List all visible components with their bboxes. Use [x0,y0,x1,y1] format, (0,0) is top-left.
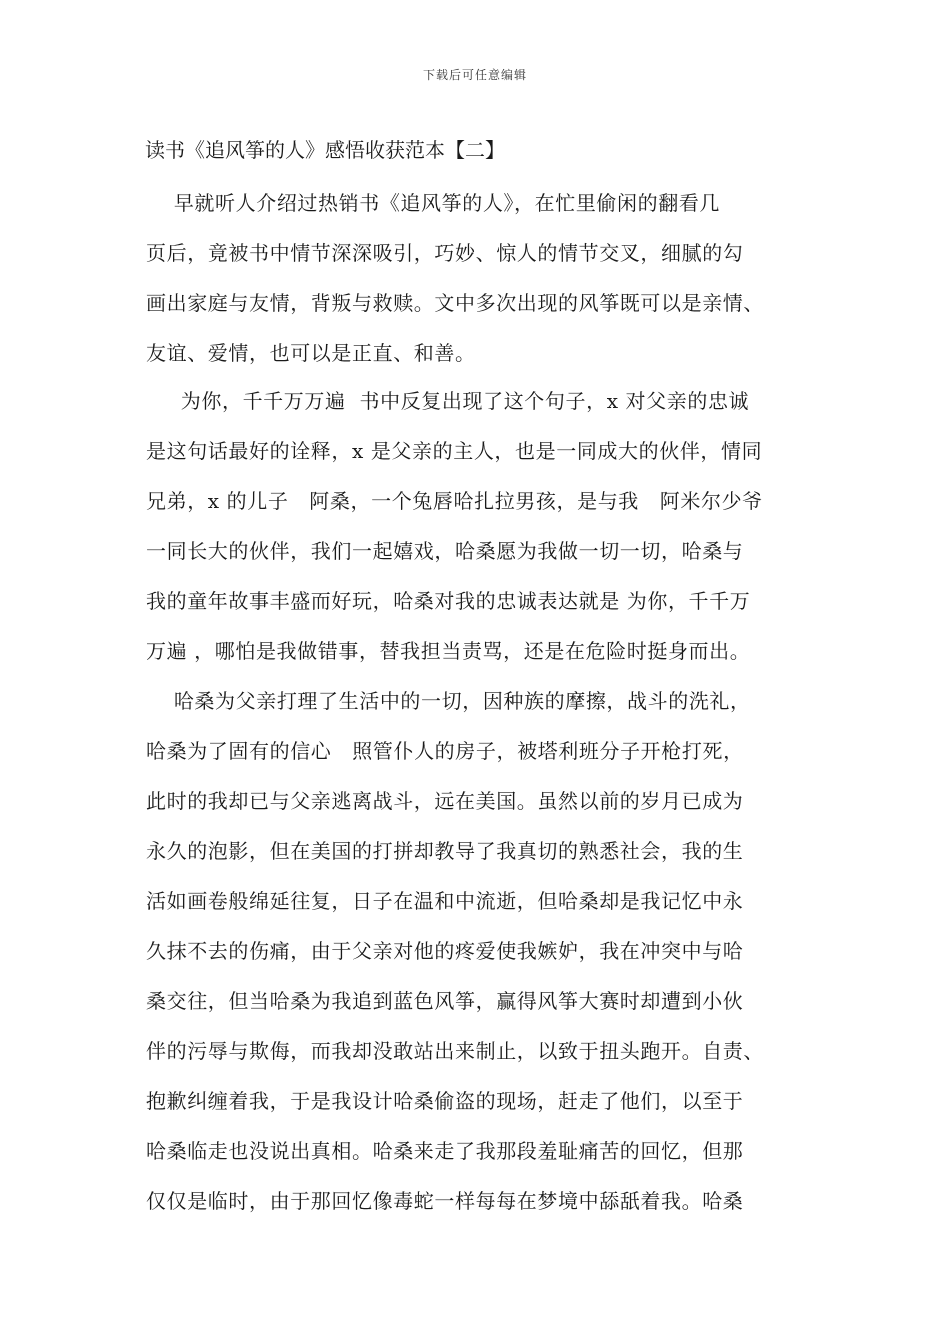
body-line: 哈桑为了固有的信心 照管仆人的房子，被塔利班分子开枪打死， [146,739,744,763]
body-line: 页后，竟被书中情节深深吸引，巧妙、惊人的情节交叉，细腻的勾 [146,241,744,265]
body-line: 此时的我却已与父亲逃离战斗，远在美国。虽然以前的岁月已成为 [146,789,744,813]
body-line: 伴的污辱与欺侮，而我却没敢站出来制止，以致于扭头跑开。自责、 [146,1039,764,1063]
body-line: 兄弟，x 的儿子 阿桑，一个兔唇哈扎拉男孩，是与我 阿米尔少爷 [146,489,763,513]
body-line: 活如画卷般绵延往复，日子在温和中流逝，但哈桑却是我记忆中永 [146,889,744,913]
document-title: 读书《追风筝的人》感悟收获范本【二】 [145,138,505,162]
body-line: 万遍 ，哪怕是我做错事，替我担当责骂，还是在危险时挺身而出。 [146,639,751,663]
body-line: 画出家庭与友情，背叛与救赎。文中多次出现的风筝既可以是亲情、 [146,291,764,315]
body-line: 仅仅是临时，由于那回忆像毒蛇一样每每在梦境中舔舐着我。哈桑 [146,1189,744,1213]
body-line: 永久的泡影，但在美国的打拼却教导了我真切的熟悉社会，我的生 [146,839,744,863]
body-line: 桑交往，但当哈桑为我追到蓝色风筝，赢得风筝大赛时却遭到小伙 [146,989,744,1013]
body-line: 是这句话最好的诠释，x 是父亲的主人，也是一同成大的伙伴，情同 [146,439,763,463]
body-line: 一同长大的伙伴，我们一起嬉戏，哈桑愿为我做一切一切，哈桑与 [146,539,744,563]
body-line: 哈桑临走也没说出真相。哈桑来走了我那段羞耻痛苦的回忆，但那 [146,1139,744,1163]
body-line: 久抹不去的伤痛，由于父亲对他的疼爱使我嫉妒，我在冲突中与哈 [146,939,744,963]
body-line: 我的童年故事丰盛而好玩，哈桑对我的忠诚表达就是 为你，千千万 [146,589,751,613]
body-line: 为你，千千万万遍 书中反复出现了这个句子，x 对父亲的忠诚 [146,389,750,413]
body-line: 哈桑为父亲打理了生活中的一切，因种族的摩擦，战斗的洗礼， [146,689,751,713]
body-line: 友谊、爱情，也可以是正直、和善。 [146,341,476,365]
page-header: 下载后可任意编辑 [422,68,527,82]
body-line: 早就听人介绍过热销书《追风筝的人》，在忙里偷闲的翻看几 [146,191,721,215]
body-line: 抱歉纠缠着我，于是我设计哈桑偷盗的现场，赶走了他们，以至于 [146,1089,744,1113]
